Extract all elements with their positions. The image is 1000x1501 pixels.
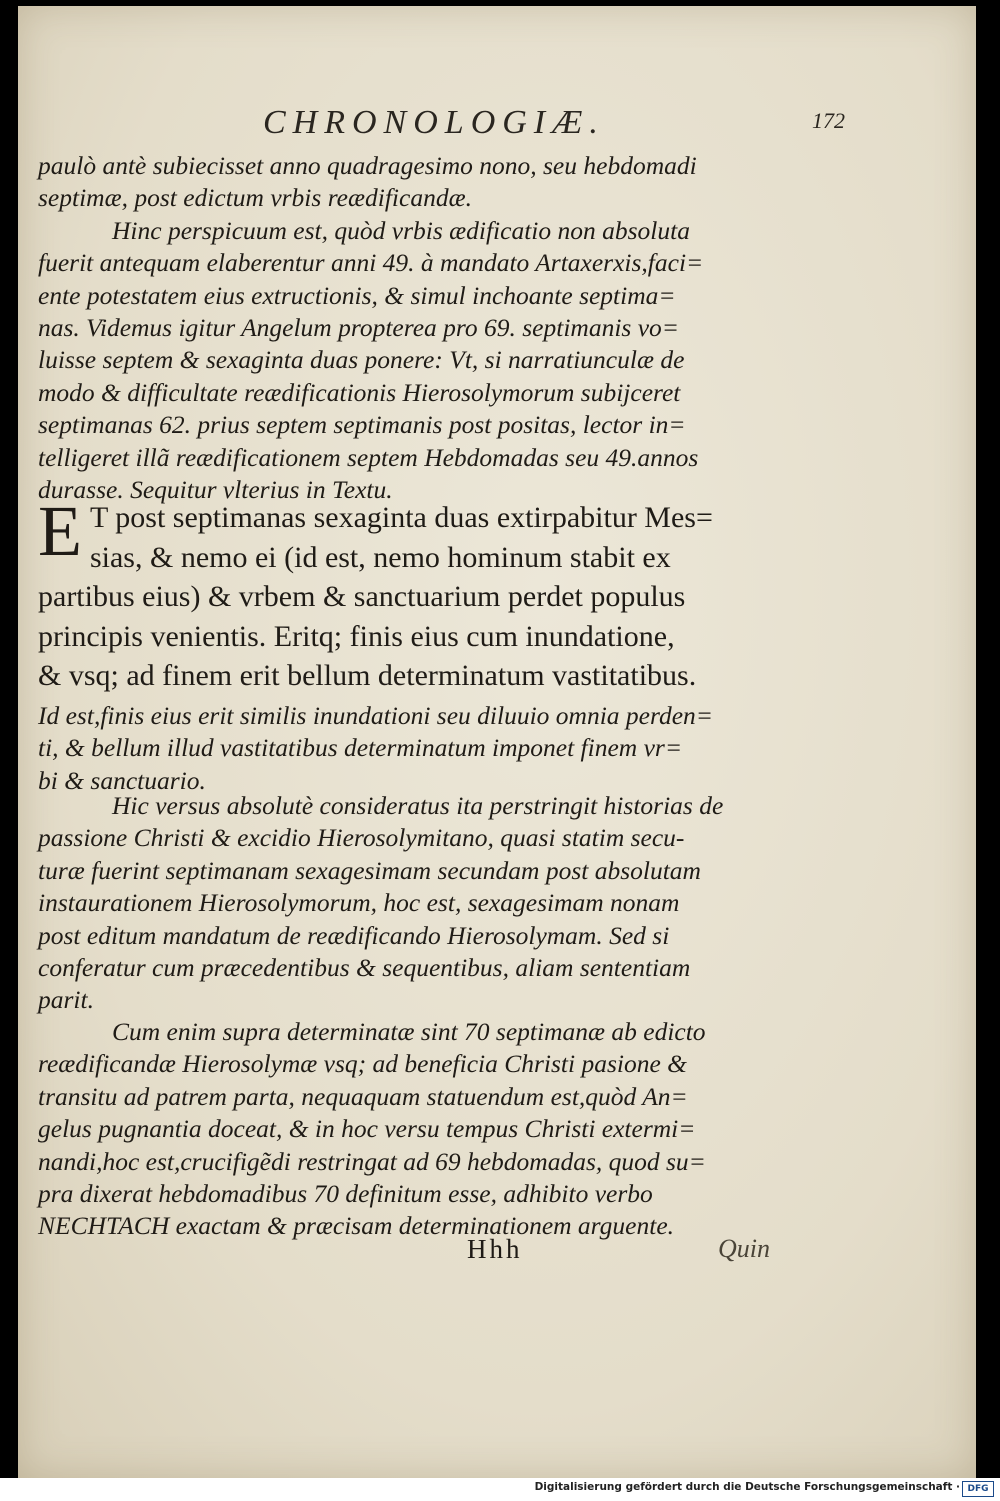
- explanation-paragraph: [38, 700, 808, 797]
- text-line: Hic versus absolutè consideratus ita perstringit historias de: [112, 791, 724, 820]
- text-line: pra dixerat hebdomadibus 70 definitum esse, adhibito verbo: [38, 1179, 653, 1209]
- text-line: paulò antè subiecisset anno quadragesimo nono, seu hebdomadi: [38, 151, 697, 180]
- text-line: ente potestatem eius extructionis, & simul inchoante septima=: [38, 280, 676, 310]
- drop-initial: E: [38, 491, 82, 571]
- catchword: Quin: [718, 1234, 770, 1263]
- text-line: turæ fuerint septimanam sexagesimam secundam post absolutam: [38, 855, 701, 885]
- text-line: conferatur cum præcedentibus & sequentibus, aliam sententiam: [38, 953, 691, 983]
- quote-line: partibus eius) & vrbem & sanctuarium perdet populus: [38, 580, 686, 613]
- text-line: durasse. Sequitur vlterius in Textu.: [38, 475, 393, 505]
- quote-line: T post septimanas sexaginta duas extirpabitur Mes=: [89, 501, 713, 534]
- text-line: modo & difficultate reædificationis Hierosolymorum subijceret: [38, 377, 681, 407]
- opening-paragraph: [38, 150, 808, 506]
- text-line: NECHTACH exactam & præcisam determinationem arguente.: [38, 1211, 675, 1241]
- dfg-logo-icon: DFG: [962, 1481, 994, 1497]
- text-line: Id est,finis eius erit similis inundationi seu diluuio omnia perden=: [38, 701, 713, 730]
- text-line: passione Christi & excidio Hierosolymitano, quasi statim secu-: [38, 823, 685, 853]
- text-line: instaurationem Hierosolymorum, hoc est, sexagesimam nonam: [38, 888, 680, 918]
- running-title: CHRONOLOGIÆ.: [263, 104, 605, 141]
- text-line: septimæ, post edictum vrbis reædificandæ.: [38, 183, 472, 213]
- text-line: gelus pugnantia doceat, & in hoc versu tempus Christi extermi=: [38, 1114, 696, 1144]
- text-line: Hinc perspicuum est, quòd vrbis ædificatio non absoluta: [112, 215, 690, 245]
- text-line: post editum mandatum de reædificando Hierosolymam. Sed si: [38, 920, 670, 950]
- text-line: telligeret illã reædificationem septem Hebdomadas seu 49.annos: [38, 442, 699, 472]
- quote-line: sias, & nemo ei (id est, nemo hominum stabit ex: [89, 540, 671, 574]
- text-line: nandi,hoc est,crucifigẽdi restringat ad 69 hebdomadas, quod su=: [38, 1146, 706, 1176]
- page-number: 172: [812, 108, 845, 133]
- signature-mark: Hhh: [467, 1234, 523, 1264]
- funding-credit: Digitalisierung gefördert durch die Deutsche Forschungsgemeinschaft ·: [534, 1481, 960, 1493]
- quote-line: principis venientis. Eritq; finis eius cum inundatione,: [38, 619, 675, 653]
- third-paragraph: [38, 1016, 808, 1243]
- text-line: fuerit antequam elaberentur anni 49. à mandato Artaxerxis,faci=: [38, 248, 704, 278]
- scripture-quotation: [38, 491, 808, 696]
- text-line: Cum enim supra determinatæ sint 70 septimanæ ab edicto: [112, 1017, 706, 1046]
- text-line: luisse septem & sexaginta duas ponere: Vt, si narratiunculæ de: [38, 345, 685, 375]
- text-line: ti, & bellum illud vastitatibus determinatum imponet finem vr=: [38, 733, 683, 763]
- quote-line: & vsq; ad finem erit bellum determinatum vastitatibus.: [38, 659, 697, 692]
- text-line: reædificandæ Hierosolymæ vsq; ad beneficia Christi pasione &: [38, 1049, 688, 1079]
- second-paragraph: [38, 790, 808, 1017]
- page-header: [263, 104, 883, 152]
- text-line: nas. Videmus igitur Angelum propterea pro 69. septimanis vo=: [38, 313, 679, 343]
- text-line: bi & sanctuario.: [38, 765, 206, 795]
- text-line: parit.: [38, 985, 94, 1015]
- text-line: septimanas 62. prius septem septimanis post positas, lector in=: [38, 410, 686, 440]
- text-line: transitu ad patrem parta, nequaquam statuendum est,quòd An=: [38, 1081, 688, 1111]
